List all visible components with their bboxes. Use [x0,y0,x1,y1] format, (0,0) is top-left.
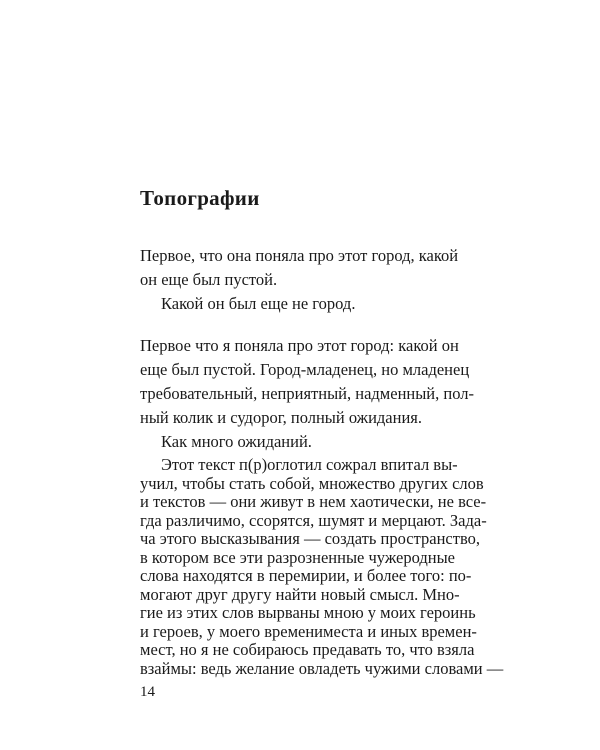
text-line: Первое, что она поняла про этот город, какой [140,246,459,265]
page-number: 14 [140,684,155,700]
text-line: еще был пустой. Город-младенец, но младенец [140,360,470,379]
text-line: он еще был пустой. [140,270,278,289]
text-line: мест, но я не собираюсь предавать то, что взяла [140,640,475,660]
text-line: гда различимо, ссорятся, шумят и мерцают. Зада- [140,510,487,530]
text-line: Первое что я поняла про этот город: какой он [140,336,459,355]
text-line: требовательный, неприятный, надменный, пол- [140,384,474,403]
text-line: Как много ожиданий. [161,432,312,451]
text-line: Этот текст п(р)оглотил сожрал впитал вы- [161,455,458,474]
text-line: и героев, у моего времениместа и иных времен- [140,621,477,641]
text-line: учил, чтобы стать собой, множество других слов [140,473,484,493]
text-line: в котором все эти разрозненные чужеродные [140,547,455,567]
text-line: слова находятся в перемирии, и более того: по- [140,566,472,586]
text-line: ный колик и судорог, полный ожидания. [140,408,422,427]
text-line: Какой он был еще не город. [161,294,356,313]
chapter-title: Топографии [140,186,260,210]
text-line: и текстов — они живут в нем хаотически, не все- [140,492,487,512]
text-line: ча этого высказывания — создать пространство, [140,529,481,549]
text-line: могают друг другу найти новый смысл. Мно- [140,584,460,604]
text-line: взаймы: ведь желание овладеть чужими словами — [140,659,504,678]
text-line: гие из этих слов вырваны мною у моих героинь [140,603,476,623]
